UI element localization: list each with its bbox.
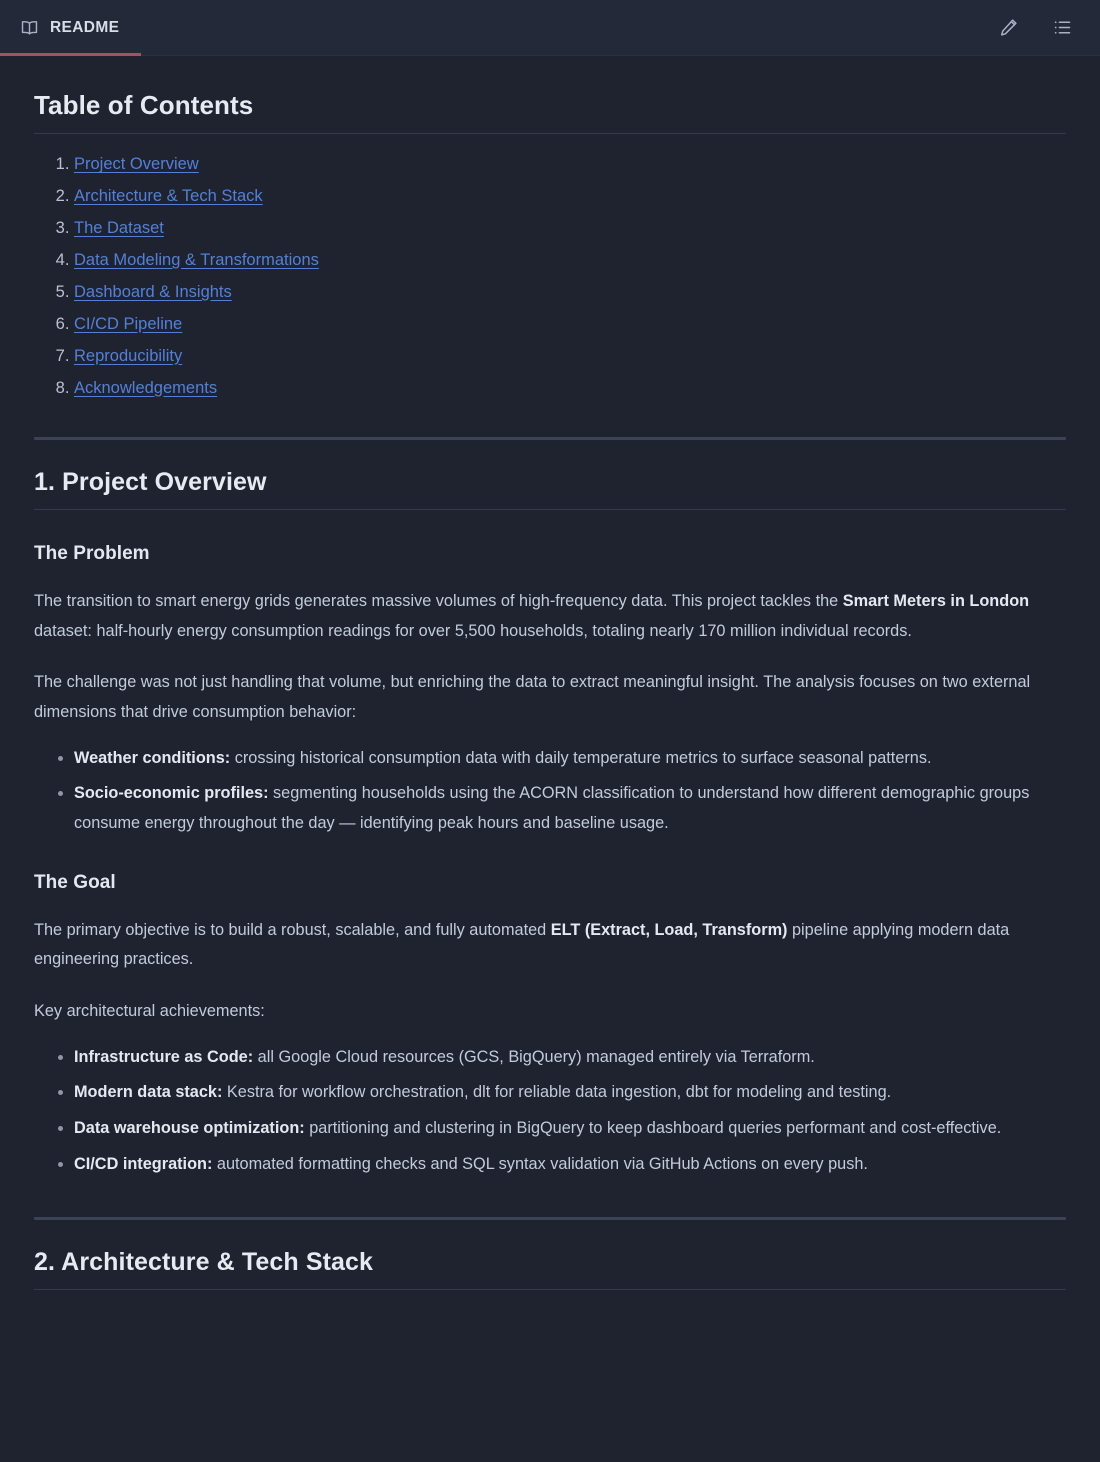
bullet-text: all Google Cloud resources (GCS, BigQuery) managed entirely via Terraform. <box>253 1047 815 1066</box>
text-run: The transition to smart energy grids generates massive volumes of high-frequency data. This project tackles the <box>34 592 843 610</box>
bullet-text: crossing historical consumption data with daily temperature metrics to surface seasonal patterns. <box>230 748 932 767</box>
list-item <box>74 1078 1066 1108</box>
list-item <box>74 1114 1066 1144</box>
toc-link-dashboard-insights[interactable]: Dashboard & Insights <box>74 282 232 301</box>
list-item <box>74 744 1066 774</box>
paragraph-problem-challenge: The challenge was not just handling that volume, but enriching the data to extract meaningful insight. The analysis focuses on two external dimensions that drive consumption behavior: <box>34 673 1031 721</box>
toc-link-data-modeling-transformations[interactable]: Data Modeling & Transformations <box>74 250 319 269</box>
list-item <box>74 346 1066 367</box>
section-divider <box>34 1217 1066 1220</box>
bullet-lead: Weather conditions: <box>74 748 231 767</box>
subheading-the-goal: The Goal <box>34 871 116 893</box>
toc-link-reproducibility[interactable]: Reproducibility <box>74 346 183 365</box>
section-heading-project-overview: 1. Project Overview <box>34 468 1066 510</box>
list-item <box>74 282 1066 303</box>
subheading-the-problem: The Problem <box>34 543 150 564</box>
bullet-lead: Data warehouse optimization: <box>74 1118 305 1137</box>
list-item <box>74 186 1066 207</box>
bullet-text: segmenting households using the ACORN classification to understand how different demographic groups consume energy throughout the day — identifying peak hours and baseline usage. <box>74 784 1030 832</box>
toc-link-project-overview[interactable]: Project Overview <box>74 155 199 173</box>
header-actions <box>996 16 1082 40</box>
section-heading-architecture-tech-stack: 2. Architecture & Tech Stack <box>34 1248 1066 1290</box>
bullet-lead: Modern data stack: <box>74 1083 223 1102</box>
list-item <box>74 1150 1066 1180</box>
tab-active-indicator <box>0 53 141 56</box>
bold-dataset-name: Smart Meters in London <box>842 592 1030 610</box>
paragraph-key-achievements-intro: Key architectural achievements: <box>34 1001 265 1020</box>
goal-bullet-list <box>34 1043 1066 1180</box>
tab-readme-label: README <box>50 18 120 36</box>
list-item <box>74 1043 1066 1073</box>
table-of-contents-list <box>34 154 1066 399</box>
bold-elt-term: ELT (Extract, Load, Transform) <box>550 920 788 939</box>
text-run: The primary objective is to build a robust, scalable, and fully automated <box>34 920 551 939</box>
problem-bullet-list <box>34 744 1066 839</box>
list-item <box>74 154 1066 175</box>
text-run: pipeline applying modern data engineering practices. <box>34 920 1010 969</box>
list-item <box>74 250 1066 271</box>
outline-list-icon[interactable] <box>1050 16 1074 40</box>
list-item <box>74 314 1066 335</box>
bullet-text: partitioning and clustering in BigQuery to keep dashboard queries performant and cost-effective. <box>304 1118 1002 1137</box>
toc-link-acknowledgements[interactable]: Acknowledgements <box>74 378 218 397</box>
toc-link-cicd-pipeline[interactable]: CI/CD Pipeline <box>74 314 183 333</box>
paragraph-goal-objective <box>34 916 1066 975</box>
list-item <box>74 378 1066 399</box>
book-icon <box>20 18 39 37</box>
file-tab-bar <box>0 0 1100 56</box>
text-run: dataset: half-hourly energy consumption readings for over 5,500 households, totaling nearly 170 million individual records. <box>34 621 912 640</box>
bullet-text: automated formatting checks and SQL syntax validation via GitHub Actions on every push. <box>212 1154 868 1173</box>
toc-link-the-dataset[interactable]: The Dataset <box>74 218 164 237</box>
edit-pencil-icon[interactable] <box>996 16 1020 40</box>
paragraph-problem-intro <box>34 587 1066 646</box>
bullet-lead: Infrastructure as Code: <box>74 1047 254 1066</box>
toc-link-architecture-tech-stack[interactable]: Architecture & Tech Stack <box>74 186 263 205</box>
readme-document <box>0 56 1100 1290</box>
toc-title: Table of Contents <box>34 90 1066 134</box>
bullet-text: Kestra for workflow orchestration, dlt for reliable data ingestion, dbt for modeling and testing. <box>222 1083 892 1102</box>
section-divider <box>34 437 1066 440</box>
bullet-lead: CI/CD integration: <box>74 1154 213 1173</box>
list-item <box>74 779 1066 838</box>
list-item <box>74 218 1066 239</box>
tab-readme[interactable] <box>0 0 141 56</box>
bullet-lead: Socio-economic profiles: <box>74 784 269 803</box>
